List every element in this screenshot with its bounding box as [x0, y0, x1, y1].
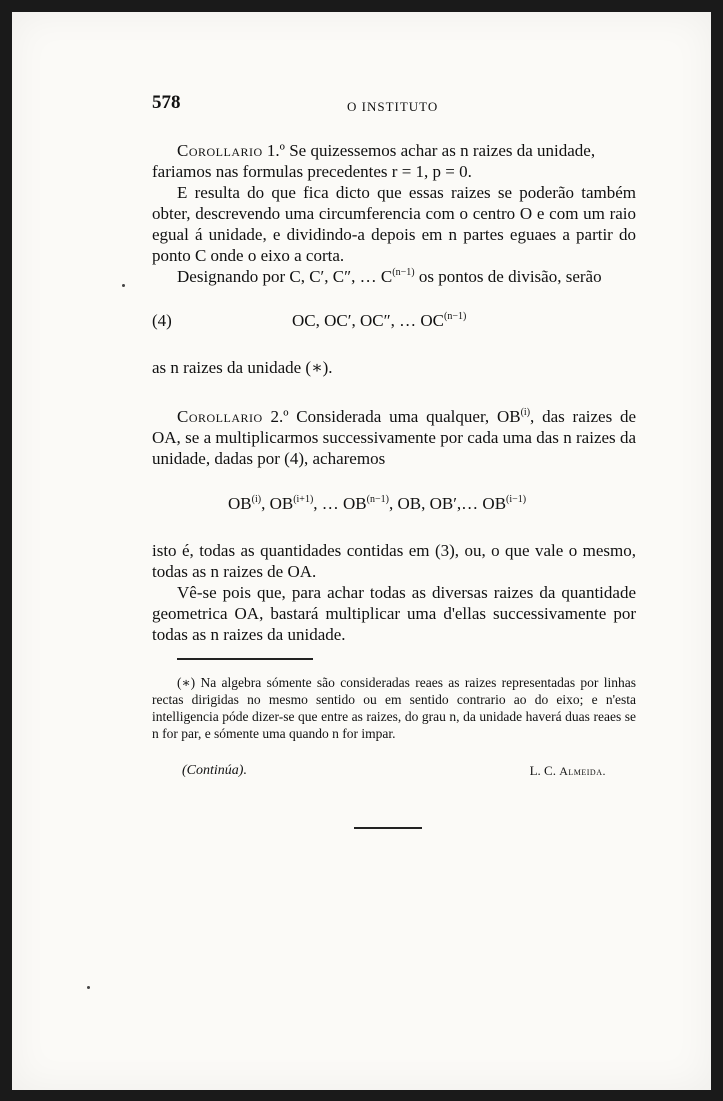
eq5-sup: (i)	[251, 494, 262, 505]
paragraph-conclusion	[152, 582, 636, 645]
end-rule	[354, 827, 422, 829]
page-number: 578	[152, 92, 181, 113]
corollary-2-end: , das raizes de OA, se a multiplicarmos successivamente por cada uma das n raizes da unidade, dadas por (4), acharemos	[152, 407, 637, 468]
eq5-sup: (i+1)	[293, 494, 314, 505]
paragraph-designating-text	[152, 266, 636, 287]
corollary-1-label: Corollario	[177, 141, 263, 160]
corollary-2-number: 2.º	[270, 407, 289, 426]
equation-4-caption	[152, 357, 636, 378]
equation-4-formula	[292, 310, 466, 331]
equation-4-number: (4)	[152, 311, 172, 330]
author-initials: L. C.	[529, 763, 556, 778]
footnote	[152, 674, 636, 742]
paragraph-conclusion-text: Vê-se pois que, para achar todas as diversas raizes da quantidade geometrica OA, bastará multiplicar uma d'ellas successivamente por todas as n raizes da unidade.	[152, 583, 636, 644]
paragraph-quantities	[152, 540, 636, 582]
author-signature	[530, 760, 606, 782]
eq5-sup: (i−1)	[506, 494, 527, 505]
corollary-2	[152, 406, 636, 469]
equation-4-caption-text: as n raizes da unidade (∗).	[152, 358, 333, 377]
corollary-1	[152, 140, 636, 182]
paragraph-designating	[152, 266, 636, 287]
corollary-2-sup: (i)	[520, 407, 531, 418]
corollary-2-start: Considerada uma qualquer, OB	[296, 407, 521, 426]
corollary-1-line-2: fariamos nas formulas precedentes r = 1, p = 0.	[152, 162, 472, 181]
eq5-term: , OB	[261, 494, 294, 513]
corollary-1-text: Se quizessemos achar as n raizes da unidade,	[289, 141, 596, 160]
paragraph-circumference	[152, 182, 636, 266]
eq5-term: , OB, OB′,… OB	[388, 494, 507, 513]
corollary-1-line-1	[152, 140, 636, 161]
equation-4-sup: (n−1)	[444, 311, 467, 322]
footnote-divider	[177, 658, 313, 660]
paragraph-circumference-text: E resulta do que fica dicto que essas raizes se poderão também obter, descrevendo uma circumferencia com o centro O e com um raio egual á unidade, e dividindo-a depois em n partes eguaes a partir do ponto C onde o eixo a corta.	[152, 183, 636, 265]
paragraph-designating-start: Designando por C, C′, C″, … C	[177, 267, 393, 286]
print-speck	[87, 986, 90, 989]
paragraph-designating-end: os pontos de divisão, serão	[414, 267, 602, 286]
equation-4	[152, 310, 636, 334]
equation-5-formula	[228, 493, 526, 514]
document-page	[12, 12, 711, 1090]
running-title: O INSTITUTO	[347, 99, 439, 114]
equation-4-text: OC, OC′, OC″, … OC	[292, 311, 445, 330]
corollary-2-label: Corollario	[177, 407, 263, 426]
author-surname: Almeida.	[559, 764, 606, 778]
footnote-text: (∗) Na algebra sómente são consideradas reaes as raizes representadas por linhas rectas dirigidas no mesmo sentido ou em sentido contrario ao do eixo; e n'esta intelligencia póde dizer-se que entre as raizes, do grau n, da unidade haverá duas reaes se n for par, e sómente uma quando n for impar.	[152, 675, 636, 741]
signature-line	[152, 760, 636, 780]
running-header	[152, 92, 636, 116]
paragraph-quantities-text: isto é, todas as quantidades contidas em (3), ou, o que vale o mesmo, todas as n raizes de OA.	[152, 541, 636, 581]
eq5-term: OB	[228, 494, 252, 513]
print-speck	[122, 284, 125, 287]
continued-note: (Continúa).	[182, 763, 247, 778]
eq5-term: , … OB	[313, 494, 367, 513]
corollary-1-number: 1.º	[266, 141, 285, 160]
corollary-2-text	[152, 406, 636, 469]
paragraph-designating-sup: (n−1)	[392, 267, 415, 278]
equation-5	[152, 493, 636, 517]
eq5-sup: (n−1)	[366, 494, 389, 505]
